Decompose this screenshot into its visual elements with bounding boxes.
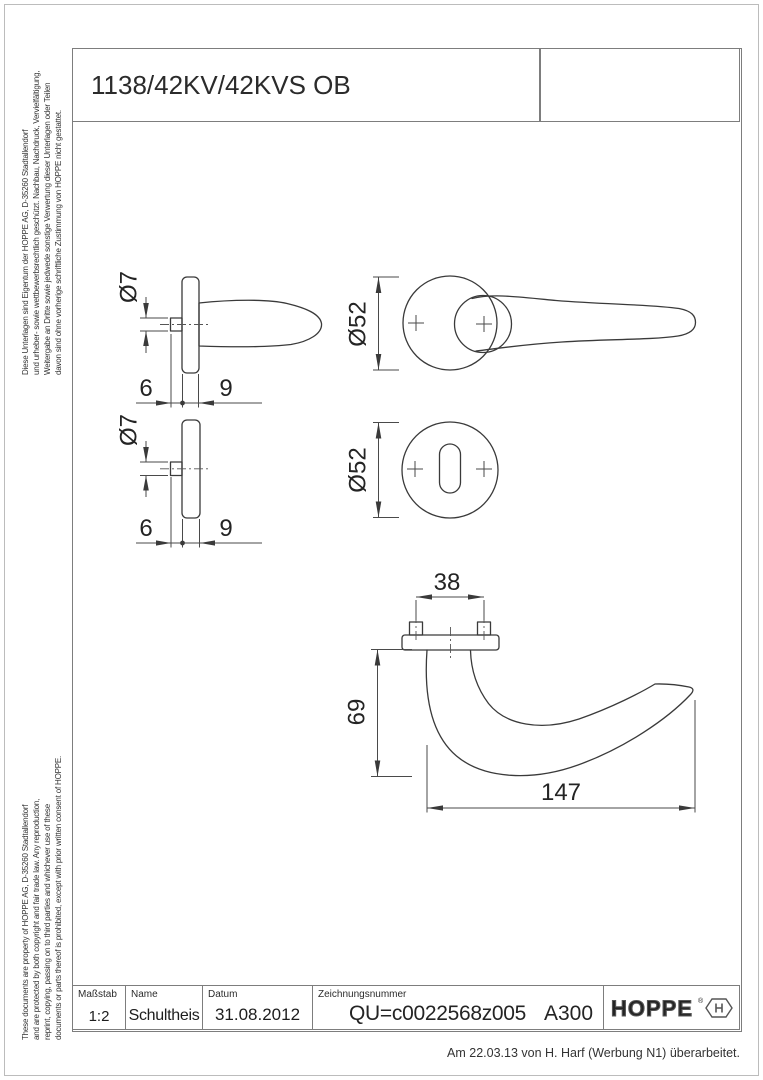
- date-value: 31.08.2012: [214, 1005, 301, 1024]
- legal-line: documents or parts thereof is prohibited, except with prior written consent of HOPPE.: [54, 755, 63, 1040]
- scale-label: Maßstab: [78, 989, 117, 1000]
- dim-label-neck-diameter: Ø7: [115, 270, 143, 304]
- title-block-drawing-number-cell: [312, 985, 604, 1030]
- dim-label-rose-thickness: 9: [219, 515, 233, 542]
- drawing-number-label: Zeichnungsnummer: [318, 989, 407, 1000]
- legal-line: davon sind ohne vorherige schriftliche Zustimmung von HOPPE nicht gestattet.: [54, 110, 63, 375]
- dim-label-rose-offset: 6: [139, 375, 153, 402]
- dim-label-rose-diameter: Ø52: [344, 301, 372, 347]
- dim-label-rose-offset: 6: [139, 515, 153, 542]
- name-label: Name: [131, 989, 158, 1000]
- dim-label-rose-diameter: Ø52: [344, 447, 372, 493]
- scale-value: 1:2: [88, 1008, 110, 1025]
- title-block-name-cell: [125, 985, 203, 1030]
- date-label: Datum: [208, 989, 238, 1000]
- hoppe-logo-text: HOPPE: [610, 995, 693, 1021]
- dim-label-neck-diameter: Ø7: [115, 413, 143, 447]
- dim-label-hole-spacing: 38: [433, 569, 461, 596]
- title-block-scale-cell: [72, 985, 126, 1030]
- dim-label-projection: 69: [343, 698, 371, 726]
- part-number: 1138/42KV/42KVS OB: [91, 70, 351, 100]
- drawing-number-value: QU=c0022568z005: [349, 1002, 527, 1025]
- view-rosette-side: [116, 414, 263, 548]
- legal-line: reprint, copying, passing on to third parties and whichever use of these: [43, 804, 52, 1040]
- view-handle-front: [345, 276, 696, 370]
- legal-line: Diese Unterlagen sind Eigentum der HOPPE AG, D-35260 Stadtallendorf: [21, 129, 30, 375]
- title-block-date-cell: [202, 985, 313, 1030]
- view-handle-side: [116, 271, 322, 408]
- revision-note: Am 22.03.13 von H. Harf (Werbung N1) überarbeitet.: [447, 1046, 740, 1060]
- dim-label-rose-thickness: 9: [219, 375, 233, 402]
- name-value: Schultheis: [128, 1007, 200, 1024]
- legal-line: Weitergabe an Dritte sowie jedwede sonstige Verwertung dieser Unterlagen oder Teilen: [43, 82, 52, 375]
- legal-line: These documents are property of HOPPE AG, D-35260 Stadtallendorf: [21, 804, 30, 1040]
- revision-value: A300: [543, 1002, 593, 1025]
- view-handle-top: [344, 569, 696, 813]
- legal-line: and are protected by both copyright and fair trade law. Any reproduction,: [32, 798, 41, 1040]
- dim-label-grip-length: 147: [540, 779, 582, 806]
- hoppe-logo: [610, 993, 734, 1023]
- hoppe-hexagon-icon: [706, 999, 732, 1017]
- registered-mark: ®: [697, 997, 703, 1005]
- title-block-logo-cell: [603, 985, 740, 1030]
- view-rosette-front: [345, 422, 499, 518]
- legal-line: und urheber- sowie wettbewerbsrechtlich geschützt. Nachbau, Nachdruck, Vervielfältigung,: [32, 70, 41, 375]
